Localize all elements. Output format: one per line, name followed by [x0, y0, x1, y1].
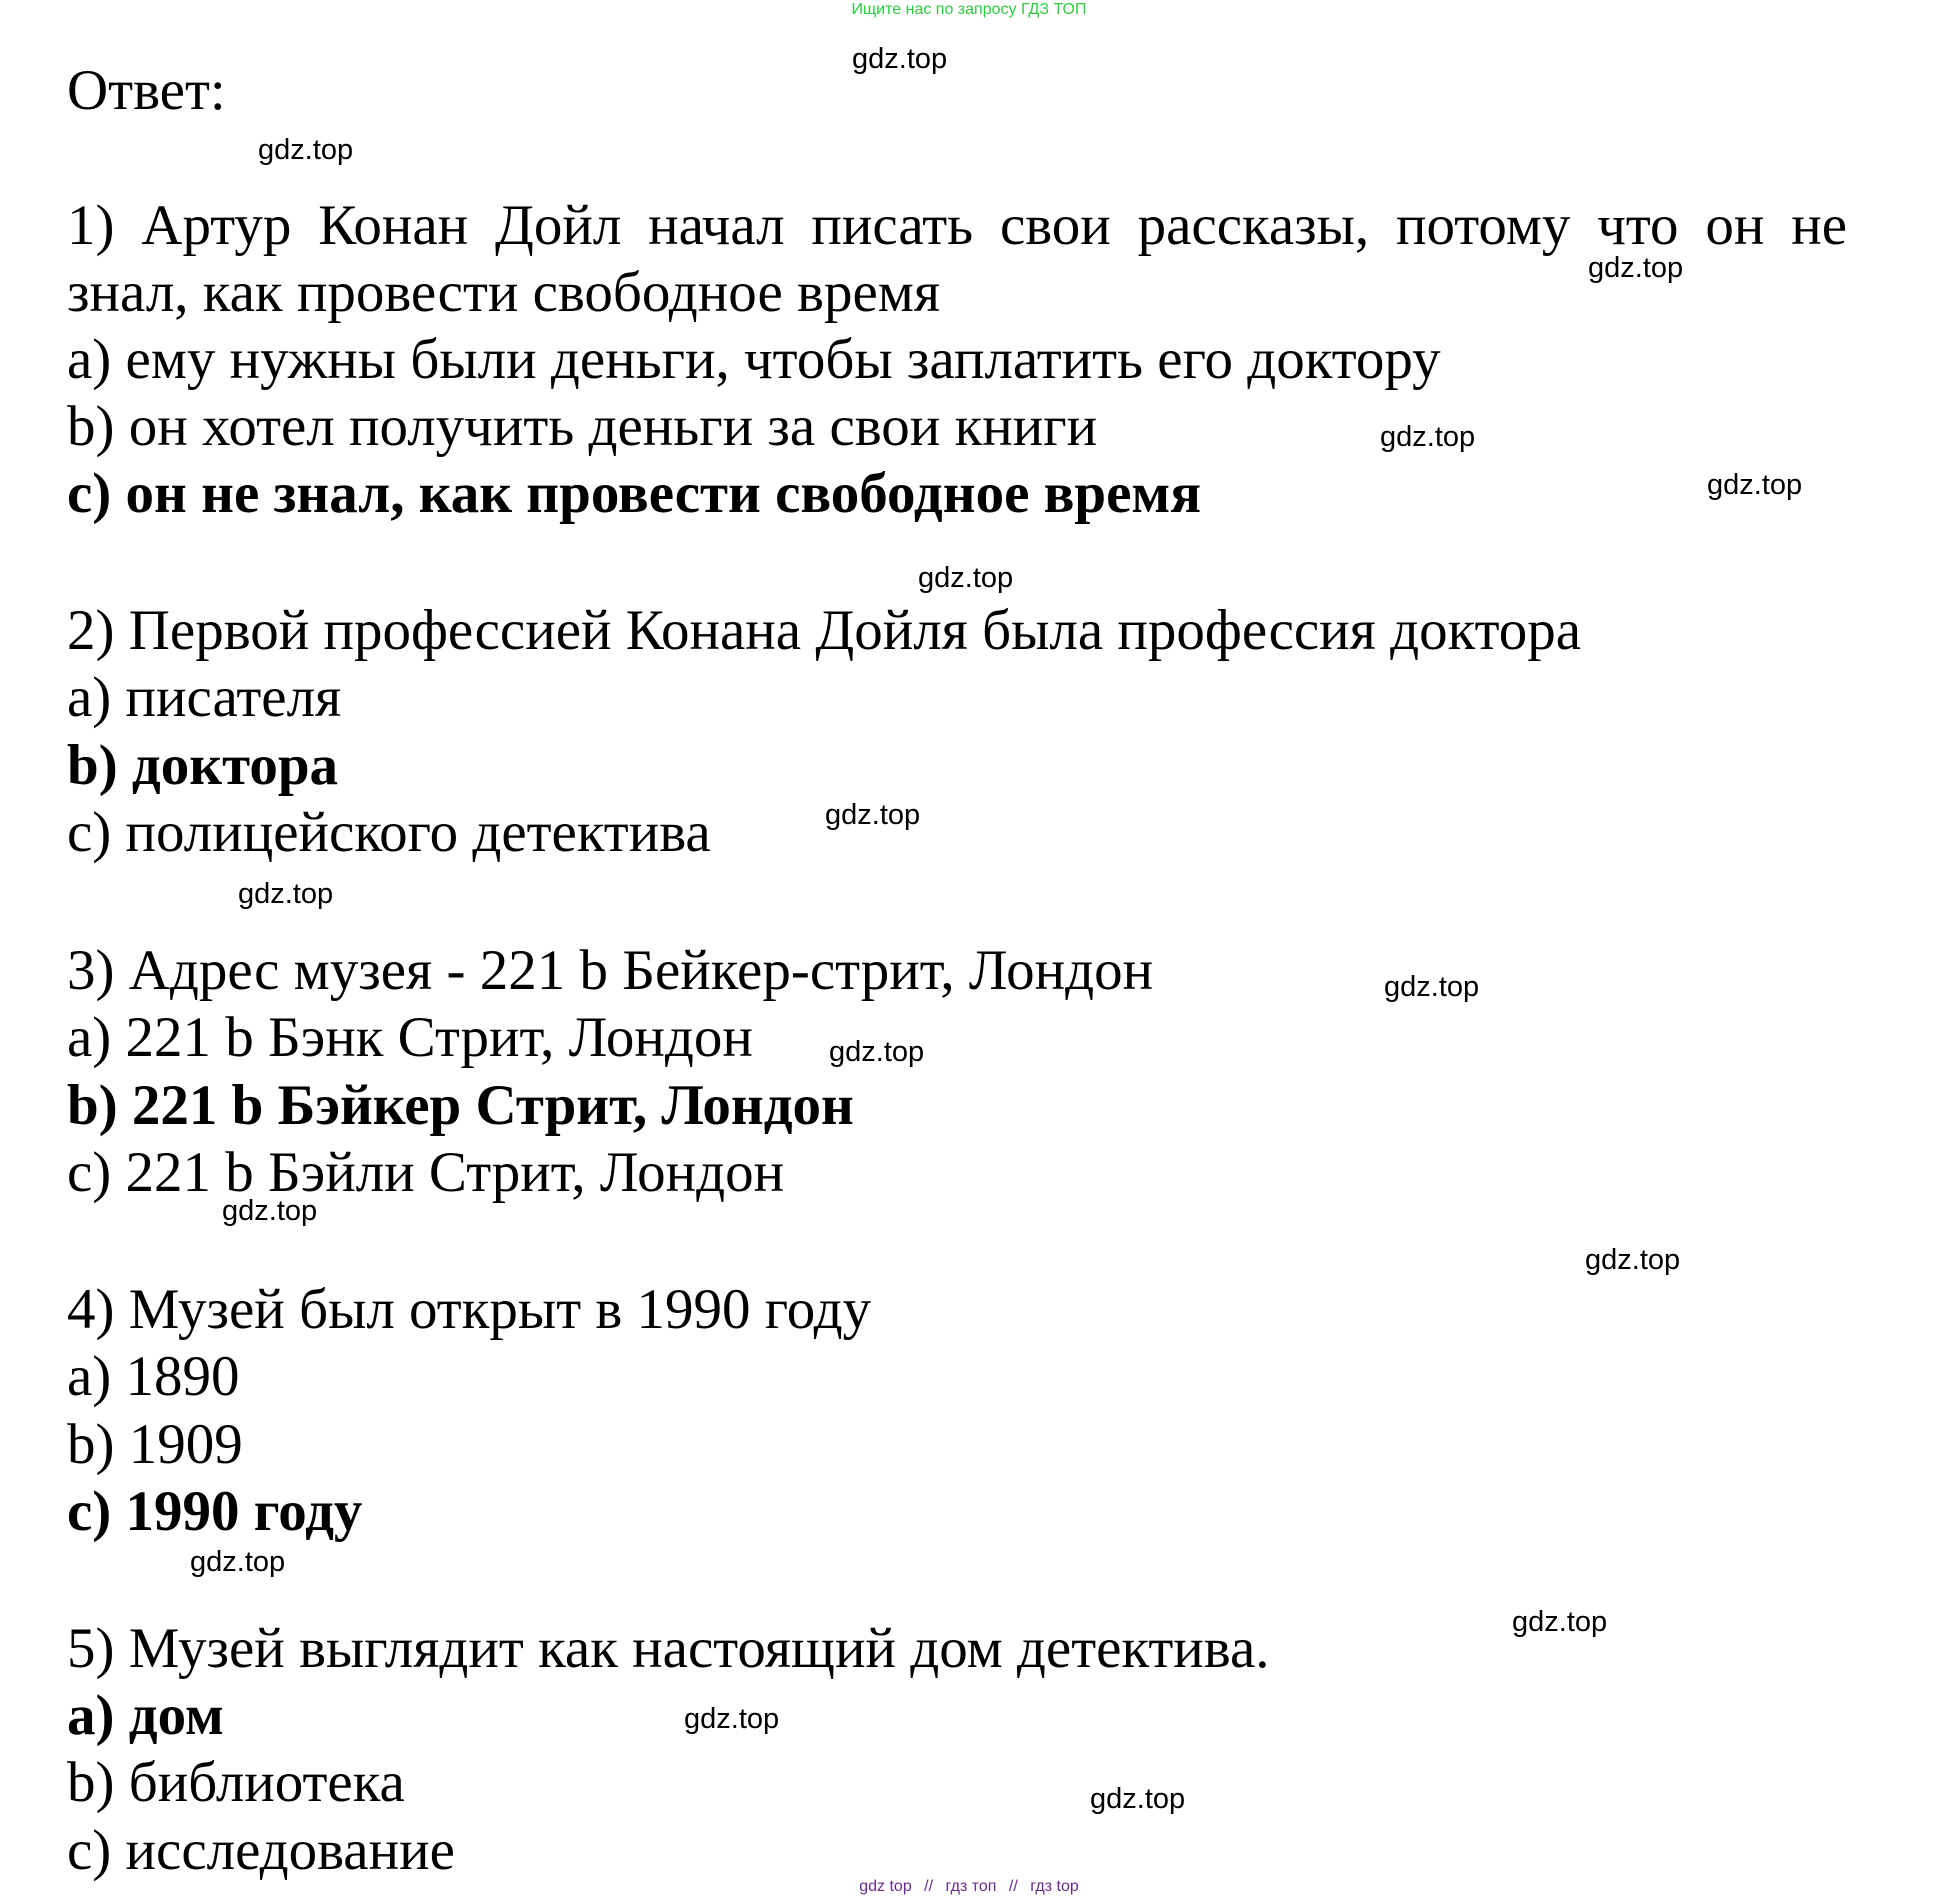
- watermark: gdz.top: [1707, 469, 1803, 501]
- footer-item-3: гдз top: [1030, 1878, 1079, 1895]
- watermark: gdz.top: [258, 134, 354, 166]
- watermark: gdz.top: [684, 1703, 780, 1735]
- question-3-option-c: c) 221 b Бэйли Стрит, Лондон: [67, 1141, 785, 1204]
- watermark: gdz.top: [918, 562, 1014, 594]
- watermark: gdz.top: [1384, 971, 1480, 1003]
- question-3-option-a: a) 221 b Бэнк Стрит, Лондон: [67, 1006, 753, 1069]
- question-5-option-b: b) библиотека: [67, 1751, 405, 1814]
- answer-label: Ответ:: [67, 59, 226, 122]
- watermark: gdz.top: [190, 1546, 286, 1578]
- watermark: gdz.top: [829, 1036, 925, 1068]
- question-1-line-1: 1) Артур Конан Дойл начал писать свои рассказы, потому что он не: [67, 194, 1847, 257]
- question-1-option-c-answer: c) он не знал, как провести свободное время: [67, 462, 1202, 525]
- footer-separator: //: [1008, 1878, 1018, 1895]
- footer-item-2: гдз топ: [945, 1878, 997, 1895]
- watermark: gdz.top: [1588, 252, 1684, 284]
- question-1-option-b: b) он хотел получить деньги за свои книги: [67, 395, 1098, 458]
- question-1-line-2: знал, как провести свободное время: [67, 261, 941, 324]
- watermark: gdz.top: [852, 43, 948, 75]
- footer-separator: //: [924, 1878, 934, 1895]
- watermark: gdz.top: [825, 799, 921, 831]
- top-banner: Ищите нас по запросу ГДЗ ТОП: [851, 1, 1087, 18]
- watermark: gdz.top: [1090, 1783, 1186, 1815]
- watermark: gdz.top: [1380, 421, 1476, 453]
- watermark: gdz.top: [238, 878, 334, 910]
- question-2-option-a: a) писателя: [67, 666, 342, 729]
- question-5-option-a-answer: a) дом: [67, 1684, 224, 1747]
- question-2-option-b-answer: b) доктора: [67, 734, 339, 797]
- question-1-option-a: a) ему нужны были деньги, чтобы заплатить его доктору: [67, 328, 1441, 391]
- question-3-line-1: 3) Адрес музея - 221 b Бейкер-стрит, Лондон: [67, 939, 1154, 1002]
- watermark: gdz.top: [222, 1195, 318, 1227]
- question-5-option-c: c) исследование: [67, 1819, 455, 1882]
- footer: [0, 1878, 1938, 1896]
- question-2-line-1: 2) Первой профессией Конана Дойля была профессия доктора: [67, 599, 1582, 662]
- footer-item-1: gdz top: [859, 1878, 912, 1895]
- question-4-line-1: 4) Музей был открыт в 1990 году: [67, 1278, 872, 1341]
- question-4-option-c-answer: c) 1990 году: [67, 1480, 363, 1543]
- question-3-option-b-answer: b) 221 b Бэйкер Стрит, Лондон: [67, 1074, 854, 1137]
- question-5-line-1: 5) Музей выглядит как настоящий дом детектива.: [67, 1617, 1270, 1680]
- question-4-option-a: a) 1890: [67, 1345, 240, 1408]
- question-2-option-c: c) полицейского детектива: [67, 801, 711, 864]
- question-4-option-b: b) 1909: [67, 1413, 243, 1476]
- watermark: gdz.top: [1512, 1606, 1608, 1638]
- watermark: gdz.top: [1585, 1244, 1681, 1276]
